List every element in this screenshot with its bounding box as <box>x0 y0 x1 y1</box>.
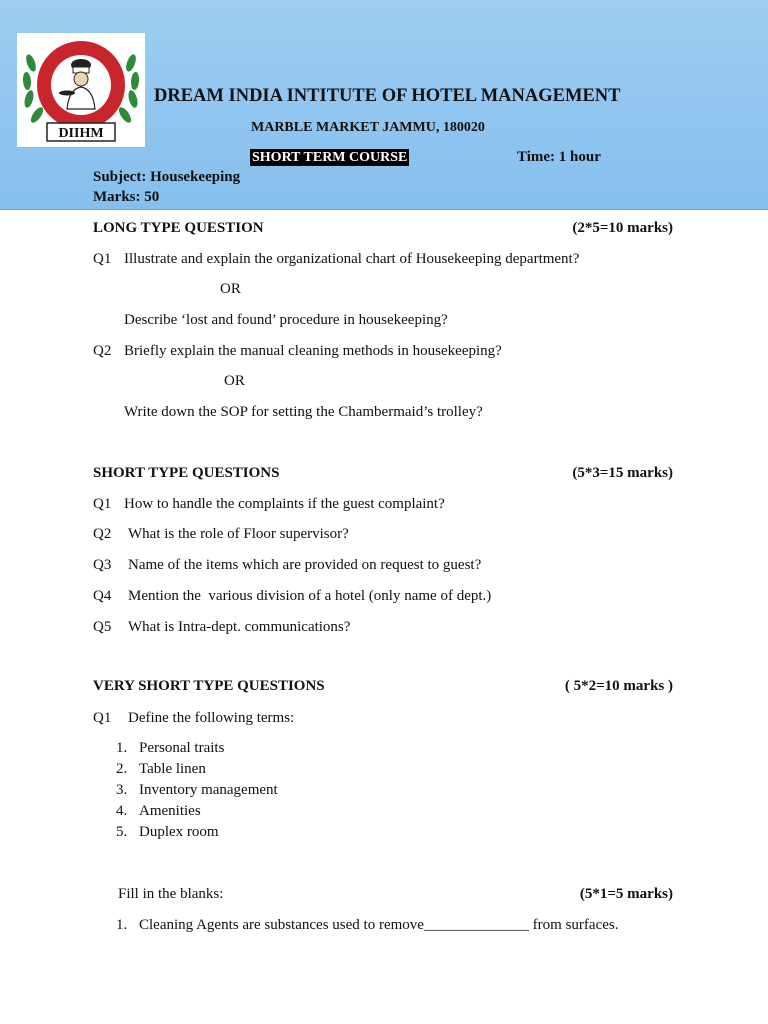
total-marks: Marks: 50 <box>93 189 160 205</box>
section-marks-short: (5*3=15 marks) <box>572 465 673 481</box>
section-title-short: SHORT TYPE QUESTIONS <box>93 465 280 481</box>
logo-emblem-icon <box>17 33 145 147</box>
institute-address: MARBLE MARKET JAMMU, 180020 <box>251 120 485 135</box>
section-marks-fill: (5*1=5 marks) <box>579 886 673 902</box>
course-label: SHORT TERM COURSE <box>252 150 408 165</box>
question-text: What is Intra-dept. communications? <box>128 619 351 635</box>
section-title-fill: Fill in the blanks: <box>118 886 224 902</box>
list-item: Amenities <box>139 803 201 819</box>
list-item: Inventory management <box>139 782 278 798</box>
subject-label: Subject: Housekeeping <box>93 169 241 185</box>
list-item: Table linen <box>139 761 206 777</box>
list-number: 2. <box>116 761 128 777</box>
institute-logo <box>17 33 145 147</box>
question-number: Q5 <box>93 619 112 635</box>
question-text: Briefly explain the manual cleaning methods in housekeeping? <box>124 343 502 359</box>
list-number: 4. <box>116 803 128 819</box>
section-title-long: LONG TYPE QUESTION <box>93 220 264 236</box>
header-band <box>0 0 768 210</box>
question-text: Describe ‘lost and found’ procedure in housekeeping? <box>124 312 448 328</box>
question-text: Name of the items which are provided on request to guest? <box>128 557 482 573</box>
list-item: Cleaning Agents are substances used to remove______________ from surfaces. <box>139 917 619 933</box>
section-title-very-short: VERY SHORT TYPE QUESTIONS <box>93 678 325 694</box>
section-marks-long: (2*5=10 marks) <box>572 220 673 236</box>
list-number: 3. <box>116 782 128 798</box>
question-number: Q2 <box>93 343 112 359</box>
list-number: 1. <box>116 917 128 933</box>
question-number: Q1 <box>93 496 112 512</box>
question-text: Mention the various division of a hotel (only name of dept.) <box>128 588 492 604</box>
institute-name: DREAM INDIA INTITUTE OF HOTEL MANAGEMENT <box>154 86 621 106</box>
question-text: Define the following terms: <box>128 710 295 726</box>
logo-abbr: DIIHM <box>58 126 104 141</box>
or-separator: OR <box>224 373 245 389</box>
question-number: Q4 <box>93 588 112 604</box>
question-text: What is the role of Floor supervisor? <box>128 526 349 542</box>
question-number: Q3 <box>93 557 112 573</box>
question-text: How to handle the complaints if the guest complaint? <box>124 496 445 512</box>
question-text: Illustrate and explain the organizational chart of Housekeeping department? <box>124 251 580 267</box>
list-number: 1. <box>116 740 128 756</box>
or-separator: OR <box>220 281 241 297</box>
list-number: 5. <box>116 824 128 840</box>
list-item: Personal traits <box>139 740 225 756</box>
exam-time: Time: 1 hour <box>517 149 601 165</box>
section-marks-very-short: ( 5*2=10 marks ) <box>564 678 673 694</box>
question-number: Q1 <box>93 710 112 726</box>
question-number: Q2 <box>93 526 112 542</box>
list-item: Duplex room <box>139 824 219 840</box>
question-number: Q1 <box>93 251 112 267</box>
question-text: Write down the SOP for setting the Chambermaid’s trolley? <box>124 404 483 420</box>
